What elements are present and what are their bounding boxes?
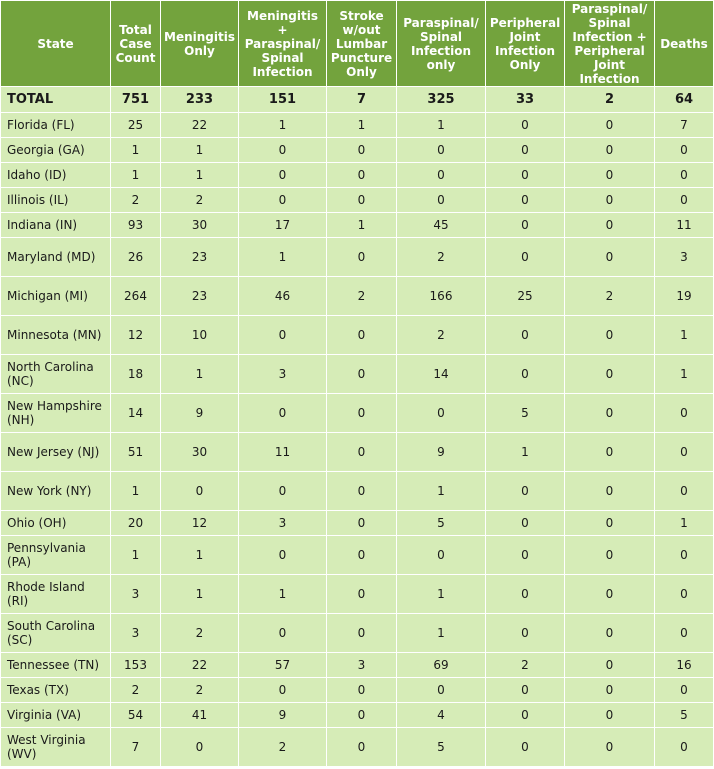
count-cell: 0: [327, 394, 397, 433]
count-cell: 0: [565, 316, 655, 355]
total-row: [1, 87, 714, 113]
count-cell: 0: [486, 511, 565, 536]
count-cell: 10: [161, 316, 239, 355]
count-cell: 41: [161, 703, 239, 728]
state-name-cell: Florida (FL): [1, 113, 111, 138]
count-cell: 0: [565, 138, 655, 163]
table-row: [1, 653, 714, 678]
count-cell: 0: [327, 188, 397, 213]
count-cell: 0: [161, 728, 239, 767]
count-cell: 0: [565, 703, 655, 728]
count-cell: 0: [565, 433, 655, 472]
count-cell: 0: [239, 472, 327, 511]
count-cell: 0: [565, 113, 655, 138]
count-cell: 0: [486, 472, 565, 511]
table-row: [1, 213, 714, 238]
table-row: [1, 163, 714, 188]
count-cell: 3: [111, 575, 161, 614]
count-cell: 0: [655, 472, 714, 511]
count-cell: 11: [655, 213, 714, 238]
count-cell: 0: [565, 614, 655, 653]
state-name-cell: North Carolina (NC): [1, 355, 111, 394]
count-cell: 0: [327, 355, 397, 394]
count-cell: 25: [486, 277, 565, 316]
state-name-cell: West Virginia (WV): [1, 728, 111, 767]
count-cell: 0: [327, 316, 397, 355]
count-cell: 0: [655, 728, 714, 767]
count-cell: 1: [655, 316, 714, 355]
count-cell: 0: [327, 472, 397, 511]
count-cell: 11: [239, 433, 327, 472]
state-name-cell: Ohio (OH): [1, 511, 111, 536]
count-cell: 23: [161, 238, 239, 277]
count-cell: 1: [239, 575, 327, 614]
state-name-cell: Michigan (MI): [1, 277, 111, 316]
count-cell: 3: [239, 355, 327, 394]
count-cell: 0: [486, 575, 565, 614]
count-cell: 0: [327, 511, 397, 536]
count-cell: 0: [655, 433, 714, 472]
count-cell: 0: [655, 163, 714, 188]
count-cell: 2: [161, 614, 239, 653]
count-cell: 0: [486, 536, 565, 575]
state-name-cell: Virginia (VA): [1, 703, 111, 728]
count-cell: 0: [397, 188, 486, 213]
count-cell: 153: [111, 653, 161, 678]
column-header-peripheral-joint-only: Peripheral Joint Infection Only: [486, 1, 565, 87]
count-cell: 0: [486, 238, 565, 277]
count-cell: 0: [486, 188, 565, 213]
column-header-paraspinal-peripheral: Paraspinal/ Spinal Infection + Peripheral Joint Infection: [565, 1, 655, 87]
state-name-cell: Minnesota (MN): [1, 316, 111, 355]
count-cell: 0: [486, 213, 565, 238]
count-cell: 0: [397, 678, 486, 703]
count-cell: 0: [565, 575, 655, 614]
count-cell: 26: [111, 238, 161, 277]
count-cell: 30: [161, 433, 239, 472]
count-cell: 0: [239, 536, 327, 575]
state-name-cell: South Carolina (SC): [1, 614, 111, 653]
count-cell: 5: [655, 703, 714, 728]
table-row: [1, 188, 714, 213]
header-row: [1, 1, 714, 87]
count-cell: 0: [239, 394, 327, 433]
count-cell: 2: [111, 188, 161, 213]
count-cell: 0: [397, 536, 486, 575]
count-cell: 0: [239, 316, 327, 355]
count-cell: 0: [486, 163, 565, 188]
count-cell: 3: [327, 653, 397, 678]
state-name-cell: Texas (TX): [1, 678, 111, 703]
total-cell: 751: [111, 87, 161, 113]
count-cell: 20: [111, 511, 161, 536]
count-cell: 2: [239, 728, 327, 767]
count-cell: 1: [111, 138, 161, 163]
count-cell: 0: [327, 138, 397, 163]
total-cell: 33: [486, 87, 565, 113]
count-cell: 0: [161, 472, 239, 511]
count-cell: 1: [397, 472, 486, 511]
table-row: [1, 355, 714, 394]
count-cell: 7: [655, 113, 714, 138]
count-cell: 1: [239, 113, 327, 138]
state-name-cell: Maryland (MD): [1, 238, 111, 277]
count-cell: 14: [111, 394, 161, 433]
count-cell: 1: [327, 113, 397, 138]
column-header-meningitis-paraspinal: Meningitis + Paraspinal/ Spinal Infection: [239, 1, 327, 87]
count-cell: 5: [486, 394, 565, 433]
count-cell: 1: [327, 213, 397, 238]
state-name-cell: Indiana (IN): [1, 213, 111, 238]
table-row: [1, 728, 714, 767]
count-cell: 0: [655, 536, 714, 575]
count-cell: 69: [397, 653, 486, 678]
column-header-stroke: Stroke w/out Lumbar Puncture Only: [327, 1, 397, 87]
count-cell: 0: [565, 653, 655, 678]
count-cell: 3: [239, 511, 327, 536]
count-cell: 0: [655, 678, 714, 703]
count-cell: 0: [327, 575, 397, 614]
count-cell: 2: [327, 277, 397, 316]
count-cell: 0: [486, 678, 565, 703]
count-cell: 0: [397, 163, 486, 188]
state-name-cell: Georgia (GA): [1, 138, 111, 163]
count-cell: 1: [161, 355, 239, 394]
table-row: [1, 614, 714, 653]
table-row: [1, 703, 714, 728]
table-row: [1, 138, 714, 163]
count-cell: 0: [239, 138, 327, 163]
count-cell: 1: [486, 433, 565, 472]
count-cell: 51: [111, 433, 161, 472]
count-cell: 1: [161, 575, 239, 614]
count-cell: 1: [655, 511, 714, 536]
count-cell: 1: [161, 536, 239, 575]
count-cell: 0: [655, 138, 714, 163]
count-cell: 0: [239, 614, 327, 653]
count-cell: 1: [111, 472, 161, 511]
count-cell: 12: [161, 511, 239, 536]
total-cell: 151: [239, 87, 327, 113]
total-cell: 233: [161, 87, 239, 113]
count-cell: 46: [239, 277, 327, 316]
count-cell: 0: [565, 472, 655, 511]
count-cell: 2: [565, 277, 655, 316]
count-cell: 54: [111, 703, 161, 728]
count-cell: 0: [327, 703, 397, 728]
state-name-cell: Tennessee (TN): [1, 653, 111, 678]
count-cell: 0: [655, 394, 714, 433]
count-cell: 2: [161, 678, 239, 703]
count-cell: 264: [111, 277, 161, 316]
count-cell: 1: [111, 536, 161, 575]
total-cell: 325: [397, 87, 486, 113]
count-cell: 0: [565, 511, 655, 536]
count-cell: 19: [655, 277, 714, 316]
count-cell: 0: [565, 238, 655, 277]
count-cell: 2: [111, 678, 161, 703]
count-cell: 1: [111, 163, 161, 188]
count-cell: 9: [397, 433, 486, 472]
count-cell: 0: [655, 614, 714, 653]
count-cell: 0: [486, 703, 565, 728]
column-header-total-case-count: Total Case Count: [111, 1, 161, 87]
count-cell: 45: [397, 213, 486, 238]
count-cell: 9: [239, 703, 327, 728]
table-row: [1, 536, 714, 575]
count-cell: 0: [565, 163, 655, 188]
count-cell: 93: [111, 213, 161, 238]
count-cell: 7: [111, 728, 161, 767]
table-row: [1, 433, 714, 472]
count-cell: 1: [397, 113, 486, 138]
count-cell: 23: [161, 277, 239, 316]
table-row: [1, 238, 714, 277]
state-name-cell: New Hampshire (NH): [1, 394, 111, 433]
total-cell: 7: [327, 87, 397, 113]
count-cell: 1: [655, 355, 714, 394]
state-name-cell: New Jersey (NJ): [1, 433, 111, 472]
count-cell: 9: [161, 394, 239, 433]
column-header-state: State: [1, 1, 111, 87]
count-cell: 0: [239, 678, 327, 703]
count-cell: 0: [239, 188, 327, 213]
count-cell: 0: [655, 575, 714, 614]
table-row: [1, 678, 714, 703]
count-cell: 2: [161, 188, 239, 213]
table-row: [1, 511, 714, 536]
count-cell: 0: [327, 614, 397, 653]
state-name-cell: New York (NY): [1, 472, 111, 511]
count-cell: 0: [486, 355, 565, 394]
count-cell: 1: [161, 138, 239, 163]
count-cell: 0: [655, 188, 714, 213]
count-cell: 0: [565, 394, 655, 433]
table-row: [1, 394, 714, 433]
count-cell: 1: [397, 614, 486, 653]
count-cell: 1: [397, 575, 486, 614]
count-cell: 22: [161, 653, 239, 678]
count-cell: 2: [397, 316, 486, 355]
count-cell: 0: [565, 536, 655, 575]
count-cell: 5: [397, 511, 486, 536]
table-row: [1, 575, 714, 614]
count-cell: 57: [239, 653, 327, 678]
count-cell: 0: [327, 433, 397, 472]
count-cell: 4: [397, 703, 486, 728]
total-label: TOTAL: [1, 87, 111, 113]
count-cell: 0: [565, 213, 655, 238]
count-cell: 0: [565, 678, 655, 703]
state-name-cell: Illinois (IL): [1, 188, 111, 213]
column-header-paraspinal-only: Paraspinal/ Spinal Infection only: [397, 1, 486, 87]
count-cell: 16: [655, 653, 714, 678]
count-cell: 0: [486, 316, 565, 355]
count-cell: 30: [161, 213, 239, 238]
state-name-cell: Pennsylvania (PA): [1, 536, 111, 575]
count-cell: 2: [397, 238, 486, 277]
column-header-deaths: Deaths: [655, 1, 714, 87]
total-cell: 64: [655, 87, 714, 113]
count-cell: 0: [486, 728, 565, 767]
count-cell: 2: [486, 653, 565, 678]
count-cell: 0: [327, 238, 397, 277]
count-cell: 0: [486, 614, 565, 653]
table-row: [1, 316, 714, 355]
count-cell: 1: [161, 163, 239, 188]
count-cell: 25: [111, 113, 161, 138]
count-cell: 5: [397, 728, 486, 767]
count-cell: 0: [327, 163, 397, 188]
count-cell: 0: [486, 113, 565, 138]
count-cell: 14: [397, 355, 486, 394]
count-cell: 0: [327, 728, 397, 767]
count-cell: 0: [565, 355, 655, 394]
count-cell: 1: [239, 238, 327, 277]
count-cell: 0: [565, 728, 655, 767]
count-cell: 0: [327, 678, 397, 703]
count-cell: 12: [111, 316, 161, 355]
count-cell: 166: [397, 277, 486, 316]
table-row: [1, 277, 714, 316]
table-row: [1, 472, 714, 511]
count-cell: 17: [239, 213, 327, 238]
state-name-cell: Rhode Island (RI): [1, 575, 111, 614]
count-cell: 0: [397, 138, 486, 163]
count-cell: 0: [327, 536, 397, 575]
count-cell: 0: [486, 138, 565, 163]
count-cell: 18: [111, 355, 161, 394]
count-cell: 0: [397, 394, 486, 433]
state-name-cell: Idaho (ID): [1, 163, 111, 188]
count-cell: 22: [161, 113, 239, 138]
count-cell: 0: [239, 163, 327, 188]
table-row: [1, 113, 714, 138]
column-header-meningitis-only: Meningitis Only: [161, 1, 239, 87]
count-cell: 0: [565, 188, 655, 213]
total-cell: 2: [565, 87, 655, 113]
count-cell: 3: [655, 238, 714, 277]
count-cell: 3: [111, 614, 161, 653]
